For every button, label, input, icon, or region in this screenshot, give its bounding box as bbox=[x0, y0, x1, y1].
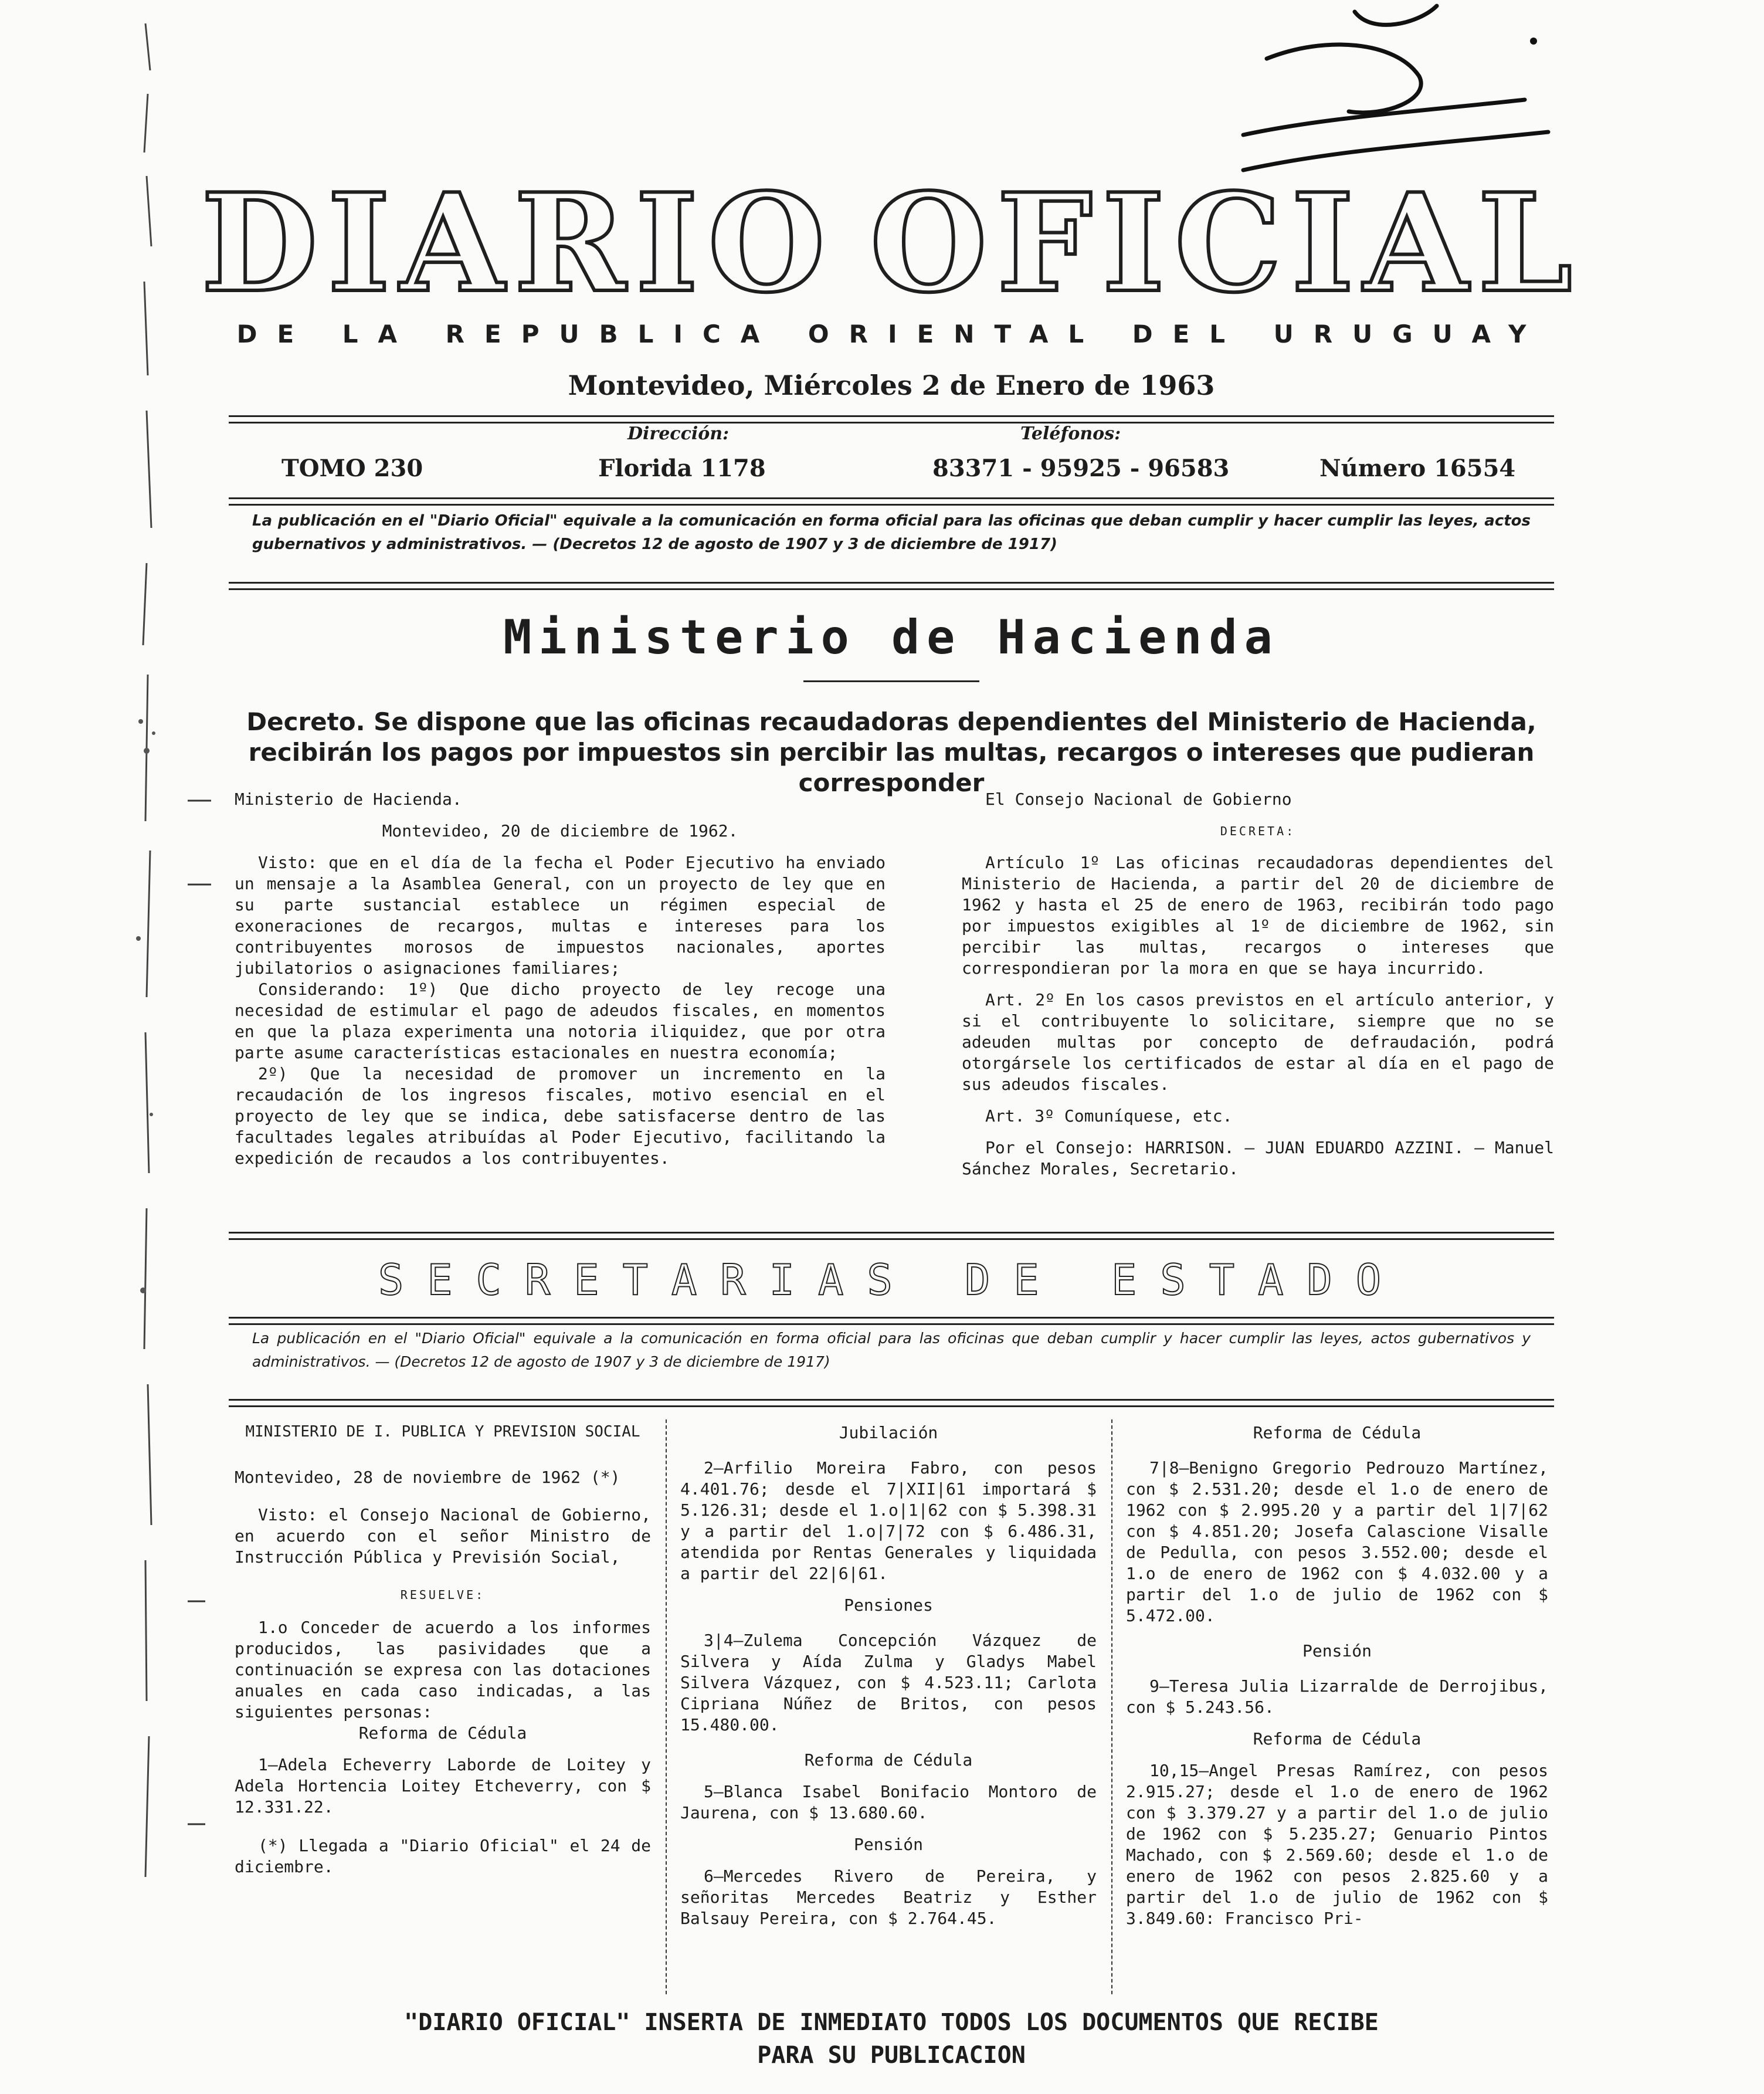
footer-line-2: PARA SU PUBLICACION bbox=[757, 2042, 1026, 2069]
divider bbox=[229, 1232, 1554, 1240]
footer-banner bbox=[229, 2006, 1554, 2072]
col1-head: MINISTERIO DE I. PUBLICA Y PREVISION SOCIAL bbox=[245, 1423, 640, 1441]
col3-item78: 7|8—Benigno Gregorio Pedrouzo Martínez, con $ 2.531.20; desde el 1.o de enero de 1962 con $ 2.995.20 y a partir del 1|7|62 con $ 4.851.20; Josefa Calascione Visalle de Pedulla, con pesos 3.552.00; desde el 1.o de enero de 1962 con $ 4.032.00 y a partir del 1.o de julio de 1962 con $ 5.472.00. bbox=[1126, 1458, 1548, 1625]
decree-heading: Decreto. Se dispone que las oficinas recaudadoras dependientes del Ministerio de Hacienda, recibirán los pagos por impuestos sin percibir las multas, recargos o intereses que pudieran corresponder bbox=[246, 707, 1536, 797]
legal-notice: La publicación en el "Diario Oficial" equivale a la comunicación en forma oficial para las oficinas que deban cumplir y hacer cumplir las leyes, actos gubernativos y administrativos. — (Decretos 12 de agosto de 1907 y 3 de diciembre de 1917) bbox=[252, 512, 1531, 553]
decree-date: Montevideo, 20 de diciembre de 1962. bbox=[382, 821, 738, 841]
secretarias-column-2 bbox=[680, 1422, 1097, 1929]
decree-council: El Consejo Nacional de Gobierno bbox=[985, 790, 1292, 809]
col2-item34: 3|4—Zulema Concepción Vázquez de Silvera y Aída Zulma y Gladys Mabel Silvera Vázquez, con $ 4.523.11; Carlota Cipriana Núñez de Britos, con pesos 15.480.00. bbox=[680, 1631, 1097, 1734]
direccion: Florida 1178 bbox=[598, 455, 766, 482]
col3-item9: 9—Teresa Julia Lizarralde de Derrojibus, con $ 5.243.56. bbox=[1126, 1676, 1548, 1717]
col3-pension: Pensión bbox=[1302, 1641, 1372, 1661]
col2-jubilacion: Jubilación bbox=[839, 1423, 938, 1442]
ministerio-title: Ministerio de Hacienda bbox=[503, 610, 1280, 665]
divider bbox=[229, 1317, 1554, 1325]
decree-visto: Visto: que en el día de la fecha el Poder Ejecutivo ha enviado un mensaje a la Asamblea General, con un proyecto de ley que en su parte sustancial establece un régimen especial de exoneraciones de recargos, multas e intereses para los contribuyentes morosos de impuestos nacionales, aportes jubilatorios o asignaciones familiares; bbox=[235, 853, 886, 978]
col1-item1: 1—Adela Echeverry Laborde de Loitey y Adela Hortencia Loitey Etcheverry, con $ 12.331.22. bbox=[235, 1755, 651, 1817]
masthead bbox=[201, 164, 1582, 323]
decree-left-column bbox=[235, 789, 886, 1169]
masthead-title-left: DIARIO bbox=[201, 164, 835, 323]
col1-reforma: Reforma de Cédula bbox=[358, 1723, 527, 1743]
divider bbox=[229, 582, 1554, 590]
divider bbox=[229, 415, 1554, 423]
legal-notice-2: La publicación en el "Diario Oficial" equivale a la comunicación en forma oficial para las oficinas que deban cumplir y hacer cumplir las leyes, actos gubernativos y administrativos. — (Decretos 12 de agosto de 1907 y 3 de diciembre de 1917) bbox=[252, 1330, 1531, 1370]
col1-date: Montevideo, 28 de noviembre de 1962 (*) bbox=[235, 1468, 620, 1487]
decree-considerando-2: 2º) Que la necesidad de promover un incremento en la recaudación de los ingresos fiscales, motivo esencial en el proyecto de ley que se indica, debe satisfacerse dentro de las facultades legales atribuídas al Poder Ejecutivo, facilitando la expedición de recaudos a los contribuyentes. bbox=[235, 1064, 886, 1168]
telefonos-label: Teléfonos: bbox=[1020, 423, 1121, 444]
col1-resuelve: RESUELVE: bbox=[400, 1588, 486, 1602]
col3-item1015: 10,15—Angel Presas Ramírez, con pesos 2.915.27; desde el 1.o de enero de 1962 con $ 3.379.27 y a partir del 1.o de julio de 1962 con $ 5.235.27; Genuario Pintos Machado, con $ 2.569.60; desde el 1.o de enero de 1962 con pesos 2.825.60 y a partir del 1.o de julio de 1962 con $ 3.849.60: Francisco Pri- bbox=[1126, 1761, 1548, 1928]
col2-item2: 2—Arfilio Moreira Fabro, con pesos 4.401.76; desde el 7|XII|61 importará $ 5.126.31; desde el 1.o|1|62 con $ 5.398.31 y a partir del 1.o|7|72 con $ 6.486.31, atendida por Rentas Generales y liquidada a partir del 22|6|61. bbox=[680, 1458, 1097, 1583]
divider bbox=[803, 680, 979, 682]
decree-right-column bbox=[962, 789, 1554, 1180]
decree-art-1: Artículo 1º Las oficinas recaudadoras dependientes del Ministerio de Hacienda, a partir del 20 de diciembre de 1962 y hasta el 25 de enero de 1963, recibirán todo pago por impuestos exigibles al 1º de diciembre de 1962, sin percibir las multas, recargos o intereses que correspondieran por la mora en que se haya incurrido. bbox=[962, 853, 1554, 978]
divider bbox=[229, 1399, 1554, 1407]
issue-date: Montevideo, Miércoles 2 de Enero de 1963 bbox=[568, 370, 1215, 401]
decree-org: Ministerio de Hacienda. bbox=[235, 790, 462, 809]
telefonos: 83371 - 95925 - 96583 bbox=[932, 455, 1230, 482]
direccion-label: Dirección: bbox=[627, 423, 730, 444]
secretarias-title: SECRETARIAS DE ESTADO bbox=[378, 1255, 1405, 1304]
col2-item5: 5—Blanca Isabel Bonifacio Montoro de Jaurena, con $ 13.680.60. bbox=[680, 1782, 1097, 1822]
decree-decreta: DECRETA: bbox=[1220, 824, 1296, 838]
scan-margin-marks bbox=[0, 0, 211, 2094]
col1-visto: Visto: el Consejo Nacional de Gobierno, en acuerdo con el señor Ministro de Instrucción Pública y Previsión Social, bbox=[235, 1505, 651, 1567]
tomo: TOMO 230 bbox=[281, 455, 423, 482]
col1-p1: 1.o Conceder de acuerdo a los informes producidos, las pasividades que a continuación se expresa con las dotaciones anuales en cada caso indicadas, a las siguientes personas: bbox=[235, 1618, 651, 1722]
secretarias-column-3 bbox=[1126, 1422, 1548, 1929]
col2-pension: Pensión bbox=[853, 1835, 923, 1854]
masthead-subtitle: DE LA REPUBLICA ORIENTAL DEL URUGUAY bbox=[236, 320, 1546, 348]
col2-pensiones: Pensiones bbox=[844, 1595, 933, 1615]
divider bbox=[229, 497, 1554, 506]
secretarias-column-1 bbox=[235, 1422, 651, 1878]
masthead-title-right: OFICIAL bbox=[870, 164, 1582, 323]
col3-reforma: Reforma de Cédula bbox=[1253, 1423, 1422, 1442]
decree-art-3: Art. 3º Comuníquese, etc. bbox=[985, 1106, 1233, 1126]
col1-footnote: (*) Llegada a "Diario Oficial" el 24 de diciembre. bbox=[235, 1836, 651, 1876]
decree-art-2: Art. 2º En los casos previstos en el artículo anterior, y si el contribuyente lo solicitare, siempre que no se adeuden multas por concepto de defraudación, podrá otorgársele los certificados de estar al día en el pago de sus adeudos fiscales. bbox=[962, 990, 1554, 1094]
numero: Número 16554 bbox=[1319, 455, 1516, 482]
footer-line-1: "DIARIO OFICIAL" INSERTA DE INMEDIATO TODOS LOS DOCUMENTOS QUE RECIBE bbox=[404, 2009, 1379, 2036]
decree-signature: Por el Consejo: HARRISON. — JUAN EDUARDO AZZINI. — Manuel Sánchez Morales, Secretario. bbox=[962, 1138, 1554, 1178]
col2-item6: 6—Mercedes Rivero de Pereira, y señoritas Mercedes Beatriz y Esther Balsauy Pereira, con $ 2.764.45. bbox=[680, 1866, 1097, 1928]
column-divider bbox=[666, 1419, 667, 1994]
newspaper-page bbox=[201, 0, 1582, 2094]
column-divider bbox=[1111, 1419, 1112, 1994]
decree-considerando-1: Considerando: 1º) Que dicho proyecto de ley recoge una necesidad de estimular el pago de adeudos fiscales, en momentos en que la plaza experimenta una notoria iliquidez, que por otra parte asume características estacionales en nuestra economía; bbox=[235, 980, 886, 1062]
col3-reforma-2: Reforma de Cédula bbox=[1253, 1729, 1422, 1749]
col2-reforma: Reforma de Cédula bbox=[804, 1750, 973, 1770]
